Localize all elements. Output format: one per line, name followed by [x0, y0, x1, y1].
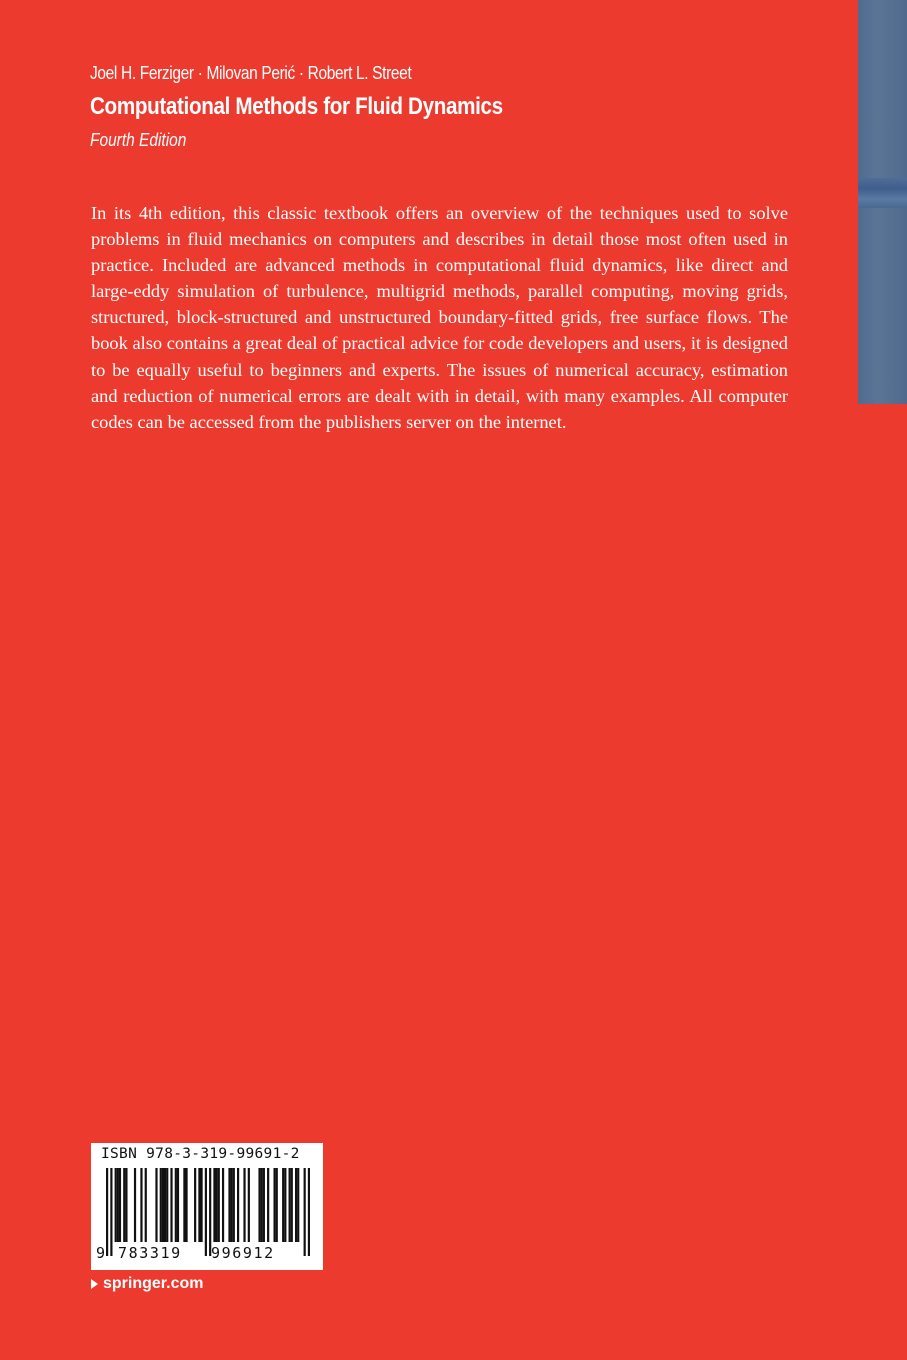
- publisher-link[interactable]: [91, 1275, 203, 1293]
- spine-edge-band: [858, 178, 907, 208]
- barcode-bar: [145, 1168, 147, 1242]
- arrow-right-icon: [91, 1279, 98, 1289]
- barcode-bar: [218, 1168, 220, 1242]
- barcode-bar: [282, 1168, 284, 1242]
- barcode-bar: [222, 1168, 224, 1242]
- barcode-bar: [183, 1168, 185, 1242]
- barcode-bar: [304, 1168, 306, 1256]
- barcode-bar: [295, 1168, 297, 1242]
- barcode-bar: [194, 1168, 196, 1242]
- barcode-bar: [155, 1168, 157, 1242]
- barcode-bar: [263, 1168, 265, 1242]
- barcode-bar: [228, 1168, 230, 1242]
- barcode-bar: [233, 1168, 235, 1242]
- barcode-bar: [284, 1168, 286, 1242]
- barcode-bar: [134, 1168, 136, 1242]
- barcode-bar: [160, 1168, 162, 1242]
- barcode-bar: [200, 1168, 202, 1242]
- barcode-bar: [198, 1168, 200, 1242]
- barcode-bar: [117, 1168, 119, 1242]
- barcode-bar: [273, 1168, 275, 1242]
- barcode-bar: [177, 1168, 179, 1242]
- barcode-bar: [166, 1168, 168, 1242]
- barcode-digit-lead: 9: [96, 1244, 106, 1262]
- publisher-url: springer.com: [103, 1275, 204, 1292]
- barcode-bar: [170, 1168, 172, 1242]
- book-edition: Fourth Edition: [90, 130, 187, 150]
- barcode-bar: [258, 1168, 260, 1242]
- barcode-bar: [267, 1168, 269, 1242]
- barcode-bar: [289, 1168, 291, 1242]
- barcode-bar: [297, 1168, 299, 1242]
- barcode-bar: [115, 1168, 117, 1242]
- barcode-bar: [231, 1168, 233, 1242]
- barcode-bar: [276, 1168, 278, 1242]
- barcode-bar: [110, 1168, 112, 1256]
- barcode-bars: [106, 1168, 310, 1256]
- barcode-bar: [213, 1168, 215, 1242]
- barcode-bar: [291, 1168, 293, 1242]
- barcode-bar: [237, 1168, 239, 1242]
- barcode-bar: [248, 1168, 250, 1242]
- barcode-bar: [162, 1168, 164, 1242]
- barcode-bar: [209, 1168, 211, 1256]
- barcode-bar: [185, 1168, 187, 1242]
- barcode-bar: [164, 1168, 166, 1242]
- isbn-label: ISBN 978-3-319-99691-2: [101, 1146, 300, 1162]
- barcode-bar: [125, 1168, 127, 1242]
- barcode-bar: [175, 1168, 177, 1242]
- barcode-digits-left: 783319: [118, 1244, 182, 1262]
- barcode-digits-right: 996912: [211, 1244, 275, 1262]
- barcode-bar: [123, 1168, 125, 1242]
- barcode-bar: [140, 1168, 142, 1242]
- book-description: In its 4th edition, this classic textbook offers an overview of the techniques used to solve problems in fluid mechanics on computers and describes in detail those most often used in practice. Included are advanced methods in computational fluid dynamics, like direct and large-eddy simulation of turbulence, multigrid methods, parallel computing, moving grids, structured, block-structured and unstructured boundary-fitted grids, free surface flows. The book also contains a great deal of practical advice for code developers and users, it is designed to be equally useful to beginners and experts. The issues of numerical accuracy, estimation and reduction of numerical errors are dealt with in detail, with many examples. All computer codes can be accessed from the publishers server on the internet.: [91, 203, 788, 432]
- barcode-bar: [308, 1168, 310, 1256]
- barcode-bar: [205, 1168, 207, 1256]
- barcode-bar: [106, 1168, 108, 1256]
- barcode-bar: [216, 1168, 218, 1242]
- barcode-bar: [119, 1168, 121, 1242]
- barcode-bar: [261, 1168, 263, 1242]
- barcode-bar: [243, 1168, 245, 1242]
- author-names: Joel H. Ferziger · Milovan Perić · Robert L. Street: [90, 63, 412, 83]
- book-title: Computational Methods for Fluid Dynamics: [90, 93, 503, 120]
